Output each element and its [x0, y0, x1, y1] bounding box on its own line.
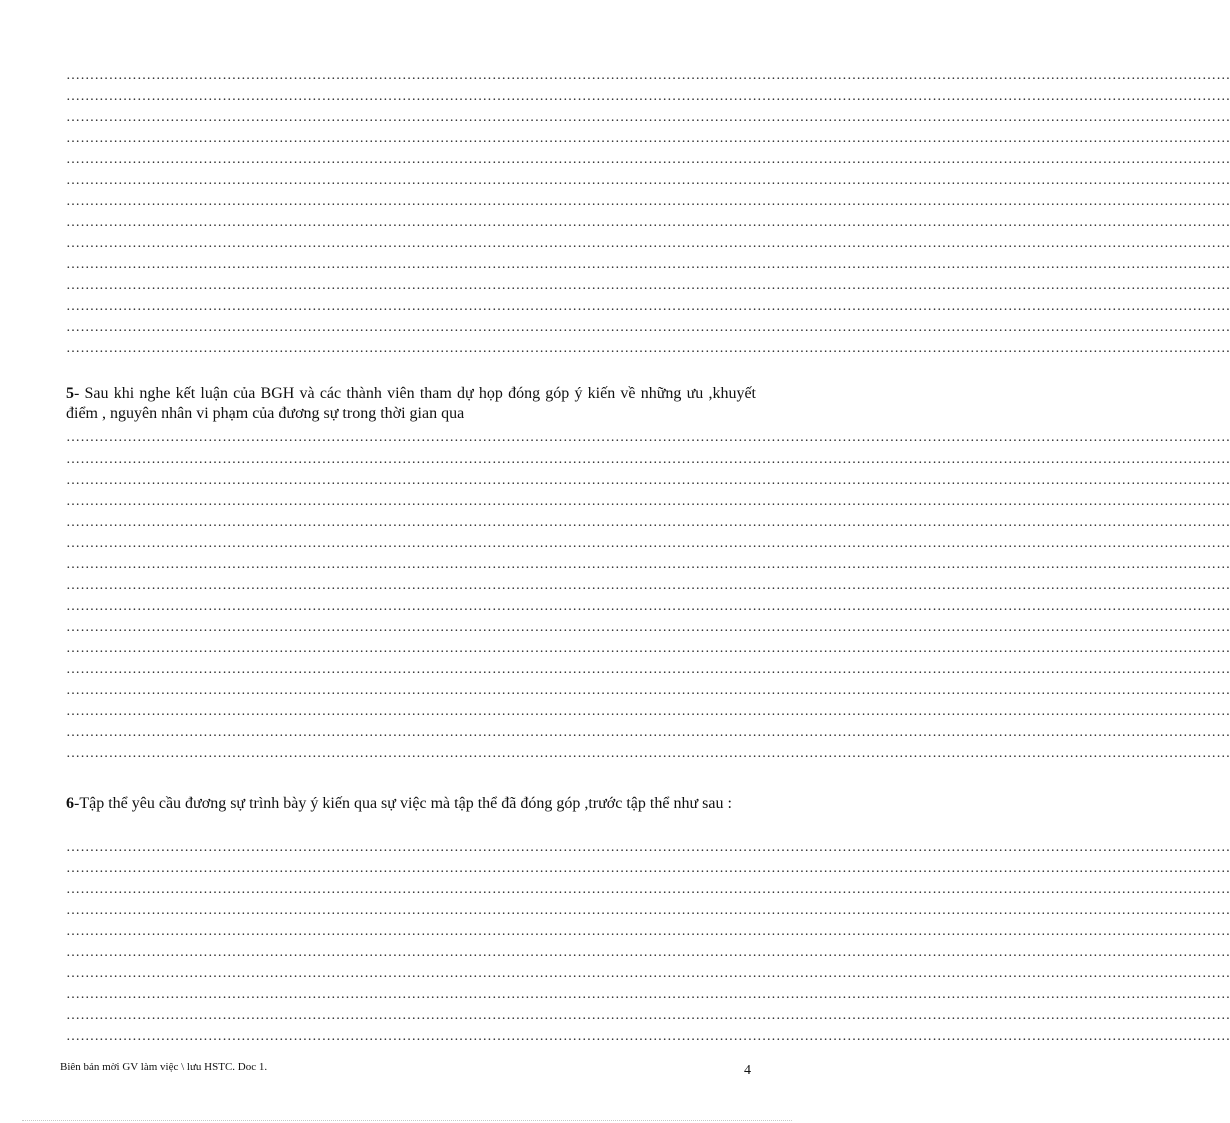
dotted-line: …………………………………………………………………………………………………………………………………………………………………………………………………………………………	[66, 683, 1230, 698]
section-5-number: 5	[66, 385, 74, 402]
dotted-line: …………………………………………………………………………………………………………………………………………………………………………………………………………………………	[66, 662, 1230, 677]
footer-document-name: Biên bản mời GV làm việc \ lưu HSTC. Doc 1.	[60, 1061, 268, 1073]
dotted-line: …………………………………………………………………………………………………………………………………………………………………………………………………………………………	[66, 924, 1230, 939]
dotted-line: …………………………………………………………………………………………………………………………………………………………………………………………………………………………	[66, 987, 1230, 1002]
dotted-line: …………………………………………………………………………………………………………………………………………………………………………………………………………………………	[66, 641, 1230, 656]
dotted-line: …………………………………………………………………………………………………………………………………………………………………………………………………………………………	[66, 1008, 1230, 1023]
dotted-line: …………………………………………………………………………………………………………………………………………………………………………………………………………………………	[66, 173, 1230, 188]
dotted-line: …………………………………………………………………………………………………………………………………………………………………………………………………………………………	[66, 299, 1230, 314]
dotted-line: …………………………………………………………………………………………………………………………………………………………………………………………………………………………	[66, 320, 1230, 335]
dotted-line: …………………………………………………………………………………………………………………………………………………………………………………………………………………………	[66, 194, 1230, 209]
footer-page-number: 4	[744, 1063, 751, 1078]
section-5-text: - Sau khi nghe kết luận của BGH và các thành viên tham dự họp đóng góp ý kiến về những ưu ,khuyết điểm , nguyên nhân vi phạm của đương sự trong thời gian qua	[66, 385, 756, 422]
dotted-line: …………………………………………………………………………………………………………………………………………………………………………………………………………………………	[66, 578, 1230, 593]
dotted-line: …………………………………………………………………………………………………………………………………………………………………………………………………………………………	[66, 131, 1230, 146]
dotted-line: …………………………………………………………………………………………………………………………………………………………………………………………………………………………	[66, 452, 1230, 467]
dotted-line: …………………………………………………………………………………………………………………………………………………………………………………………………………………………	[66, 341, 1230, 356]
dotted-line: …………………………………………………………………………………………………………………………………………………………………………………………………………………………	[66, 620, 1230, 635]
dotted-line: …………………………………………………………………………………………………………………………………………………………………………………………………………………………	[66, 473, 1230, 488]
dotted-line: …………………………………………………………………………………………………………………………………………………………………………………………………………………………	[66, 215, 1230, 230]
section-5-heading	[66, 384, 756, 424]
dotted-line: …………………………………………………………………………………………………………………………………………………………………………………………………………………………	[66, 68, 1230, 83]
dotted-line: …………………………………………………………………………………………………………………………………………………………………………………………………………………………	[66, 1029, 1230, 1044]
dotted-line: …………………………………………………………………………………………………………………………………………………………………………………………………………………………	[66, 599, 1230, 614]
section-6-text: -Tập thể yêu cầu đương sự trình bày ý kiến qua sự việc mà tập thể đã đóng góp ,trước tập thể như sau :	[74, 795, 732, 812]
dotted-line: …………………………………………………………………………………………………………………………………………………………………………………………………………………………	[66, 704, 1230, 719]
dotted-line: …………………………………………………………………………………………………………………………………………………………………………………………………………………………	[66, 515, 1230, 530]
dotted-line: …………………………………………………………………………………………………………………………………………………………………………………………………………………………	[66, 110, 1230, 125]
dotted-line: …………………………………………………………………………………………………………………………………………………………………………………………………………………………	[66, 557, 1230, 572]
dotted-line: …………………………………………………………………………………………………………………………………………………………………………………………………………………………	[66, 945, 1230, 960]
dotted-line: …………………………………………………………………………………………………………………………………………………………………………………………………………………………	[66, 882, 1230, 897]
section-6-number: 6	[66, 795, 74, 812]
section-6-heading	[66, 794, 756, 814]
dotted-line: …………………………………………………………………………………………………………………………………………………………………………………………………………………………	[66, 152, 1230, 167]
dotted-line: …………………………………………………………………………………………………………………………………………………………………………………………………………………………	[66, 746, 1230, 761]
dotted-line: …………………………………………………………………………………………………………………………………………………………………………………………………………………………	[66, 536, 1230, 551]
dotted-line: …………………………………………………………………………………………………………………………………………………………………………………………………………………………	[66, 278, 1230, 293]
dotted-line: …………………………………………………………………………………………………………………………………………………………………………………………………………………………	[66, 430, 1230, 445]
dotted-line: …………………………………………………………………………………………………………………………………………………………………………………………………………………………	[66, 494, 1230, 509]
dotted-line: …………………………………………………………………………………………………………………………………………………………………………………………………………………………	[66, 861, 1230, 876]
dotted-line: …………………………………………………………………………………………………………………………………………………………………………………………………………………………	[66, 966, 1230, 981]
dotted-line: …………………………………………………………………………………………………………………………………………………………………………………………………………………………	[66, 236, 1230, 251]
page-bottom-divider	[22, 1120, 792, 1121]
dotted-line: …………………………………………………………………………………………………………………………………………………………………………………………………………………………	[66, 840, 1230, 855]
dotted-line: …………………………………………………………………………………………………………………………………………………………………………………………………………………………	[66, 89, 1230, 104]
dotted-line: …………………………………………………………………………………………………………………………………………………………………………………………………………………………	[66, 257, 1230, 272]
dotted-line: …………………………………………………………………………………………………………………………………………………………………………………………………………………………	[66, 725, 1230, 740]
dotted-line: …………………………………………………………………………………………………………………………………………………………………………………………………………………………	[66, 903, 1230, 918]
